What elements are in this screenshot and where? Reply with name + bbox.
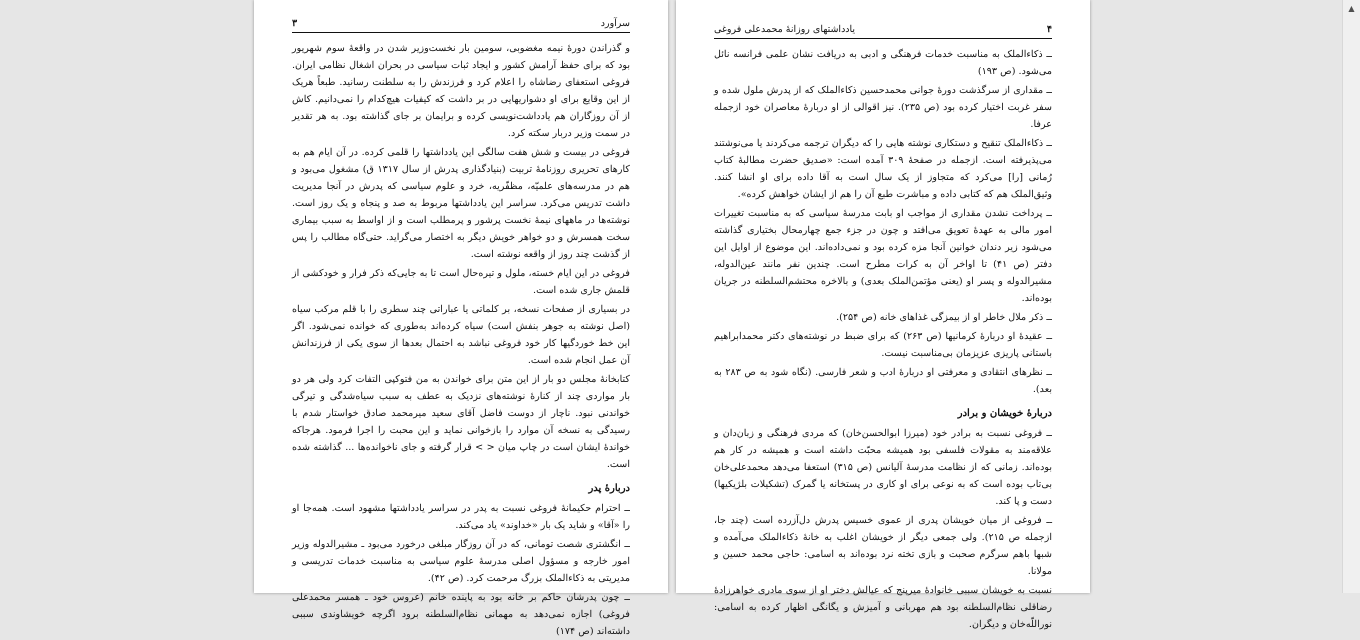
paragraph: ــ نظرهای انتقادی و معرفتی او دربارهٔ ادب و شعر فارسی. (نگاه شود به ص ۲۸۳ به بعد). [714,367,1052,395]
paragraph: فروغی در این ایام خسته، ملول و تیره‌حال است تا به جایی‌که ذکر فرار و خودکشی از قلمش جاری شده است. [292,268,630,296]
page-number: ۴ [1046,24,1052,35]
paragraph: ــ چون پدرشان حاکم بر خانه بود به پاینده خانم (عروس خود ـ همسر محمدعلی فروغی) اجازه نمی‌دهد به مهمانی نظام‌السلطنه برود اگرچه خویشاوندی سببی داشته‌اند (ص ۱۷۴) [292,592,630,637]
paragraph: ــ انگشتری شصت تومانی، که در آن روزگار مبلغی درخورد می‌بود ـ مشیرالدوله وزیر امور خارجه و مسؤول اصلی مدرسهٔ علوم سیاسی به مناسبت خدمات تدریسی و مدیریتی به ذکاءالملک بزرگ مرحمت کرد. (ص ۴۲). [292,539,630,584]
paragraph: ــ احترام حکیمانهٔ فروغی نسبت به پدر در سراسر یادداشتها مشهود است. همه‌جا او را «آقا» و شاید یک بار «خداوند» یاد می‌کند. [292,503,630,531]
running-header [292,18,630,33]
paragraph: فروغی در بیست و شش هفت سالگی این یادداشتها را قلمی کرده. در آن ایام هم به کارهای تحریری روزنامهٔ تربیت (بنیادگذاری پدرش از سال ۱۳۱۷ ق) مشغول می‌بود و هم در مدرسه‌های علمیّه، مظفّریه، خرد و علوم سیاسی که پدرش در آنجا مدیریت داشت تدریس می‌کرد. سراسر این یادداشتها مربوط به صد و پنجاه و یک روز است. نوشته‌ها در ماههای نیمهٔ نخست پرشور و پرمطلب است و از اواسط به سبب بیماری سخت همسرش و دو خواهر خویش دیگر به اختصار می‌گراید. حتی‌گاه مطالب را پس از گذشت چند روز از واقعه نوشته است. [292,147,630,260]
section-heading: دربارهٔ پدر [588,483,630,494]
running-title: سرآورد [600,18,630,29]
paragraph: و گذراندن دورهٔ نیمه مغضوبی، سومین بار نخست‌وزیر شدن در واقعهٔ سوم شهریور بود که برای حفظ آرامش کشور و ایجاد ثبات سیاسی در بحران اشغال نظامی ایران. فروغی استعفای رضاشاه را اعلام کرد و فرزندش را به سلطنت رسانید. طبعاً هریک از این وقایع برای او دشواریهایی در بر داشت که کیفیات هیچ‌کدام را نمی‌دانیم. کاش از آن روزگاران هم یادداشت‌نویسی کرده و برایمان بر جای گذاشته بود. به هر تقدیر در سمت وزیر دربار سکته کرد. [292,43,630,139]
paragraph: نسبت به خویشان سببی خانوادهٔ میرپنج که عیالش دختر او از سوی مادری خواهرزادهٔ رضاقلی نظام‌السلطنه بود هم مهربانی و آمیزش و یگانگی اظهار کرده به اسامی: نوراللّه‌خان و دیگران. [714,585,1052,630]
paragraph: کتابخانهٔ مجلس دو بار از این متن برای خواندن به من فتوکپی التفات کرد ولی هر دو بار مواردی چند از کنارهٔ نوشته‌های نزدیک به عطف به سبب سیاه‌شدگی و تیرگی خواندنی نبود. ناچار از دوست فاضل آقای سعید میرمحمد صادق خواستار شدم با رسیدگی به نسخه آن موارد را بازخوانی نماید و این محبت را اجرا فرمود. هرجاکه خواندهٔ ایشان است در چاپ میان < > قرار گرفته و جای ناخوانده‌ها ... گذاشته شده است. [292,374,630,470]
paragraph: ــ ذکر ملال خاطر او از بیمزگی غذاهای خانه (ص ۲۵۴). [836,312,1052,323]
paragraph: ــ فروغی نسبت به برادر خود (میرزا ابوالحسن‌خان) که مردی فرهنگی و زبان‌دان و علاقه‌مند به مقولات فلسفی بود همیشه محبّت داشته است و همیشه در کار هم بوده‌اند. زمانی که از نظامت مدرسهٔ آلیانس (ص ۳۱۵) استعفا می‌دهد محمدعلی‌خان بی‌تاب بوده است که به نوعی برای او کاری در پستخانه یا گمرک (تشکیلات بلژیکیها) دست و پا کند. [714,428,1052,507]
paragraph: ــ ذکاءالملک تنقیح و دستکاری نوشته هایی را که دیگران ترجمه می‌کردند یا می‌نوشتند می‌پذیرفته است. ازجمله در صفحهٔ ۳۰۹ آمده است: «صدیق حضرت مطالبهٔ کتاب رُمانی [را] می‌کرد که متجاوز از یک سال است به آقا داده برای او انشا کنند. وثیق‌الملک هم که کتابی داده و مباشرت طبع آن را هم از ایشان خواهش کرده». [714,138,1052,200]
document-page-right [676,0,1090,630]
running-header [714,24,1052,39]
scroll-up-button[interactable] [1343,0,1360,17]
page-number: ۳ [292,18,298,29]
paragraph: ــ پرداخت نشدن مقداری از مواجب او بابت مدرسهٔ سیاسی که به مناسبت تغییرات امور مالی به عهدهٔ تعویق می‌افتد و چون در جزء جمع چهارمحال بختیاری گذاشته می‌شود زیر دندان خوانین آنجا مزه کرده بود و نمی‌داده‌اند. این موضوع از اوایل این دفتر (ص ۴۱) تا اواخر آن به کرات مطرح است. چندین نفر مانند عین‌الدوله، مشیرالدوله و پسر او (یعنی مؤتمن‌الملک بعدی) و بالاخره محتشم‌السلطنه در جریان بوده‌اند. [714,208,1052,304]
paragraph: ــ عقیدهٔ او دربارهٔ کرمانیها (ص ۲۶۳) که برای ضبط در نوشته‌های دکتر محمدابراهیم باستانی پاریزی عزیزمان بی‌مناسبت نیست. [714,331,1053,359]
paragraph: ــ ذکاءالملک به مناسبت خدمات فرهنگی و ادبی به دریافت نشان علمی فرانسه نائل می‌شود. (ص ۱۹۳) [714,49,1052,77]
triangle-up-icon: ▲ [1348,4,1355,13]
document-page-left [254,0,668,637]
paragraph: ــ فروغی از میان خویشان پدری از عموی خسیس پدرش دل‌آزرده است (چند جا، ازجمله ص ۲۱۵). ولی جمعی دیگر از خویشان اغلب به خانهٔ ذکاءالملک می‌آمده و شبها باهم سرگرم صحبت و بازی تخته نرد بوده‌اند به اسامی: حاجی محمد حسین و مولانا. [714,515,1052,577]
paragraph: در بسیاری از صفحات نسخه، بر کلماتی یا عباراتی چند سطری را با قلم مرکب سیاه (اصل نوشته به جوهر بنفش است) سیاه کرده‌اند به‌طوری که خوانده نمی‌شود. اگر این خط خوردگیها کار خود فروغی نباشد به احتمال بعدها از سوی یکی از فرزندانش آن عمل انجام شده است. [292,304,630,366]
section-heading: دربارهٔ خویشان و برادر [957,408,1052,419]
paragraph: ــ مقداری از سرگذشت دورهٔ جوانی محمدحسین ذکاءالملک که از پدرش ملول شده و سفر غربت اختیار کرده بود (ص ۲۳۵). نیز اقوالی از او دربارهٔ معاصران خود ازجمله عرفا. [714,85,1052,130]
running-title: یادداشتهای روزانهٔ محمدعلی فروغی [714,24,856,35]
vertical-scrollbar[interactable] [1342,0,1360,593]
